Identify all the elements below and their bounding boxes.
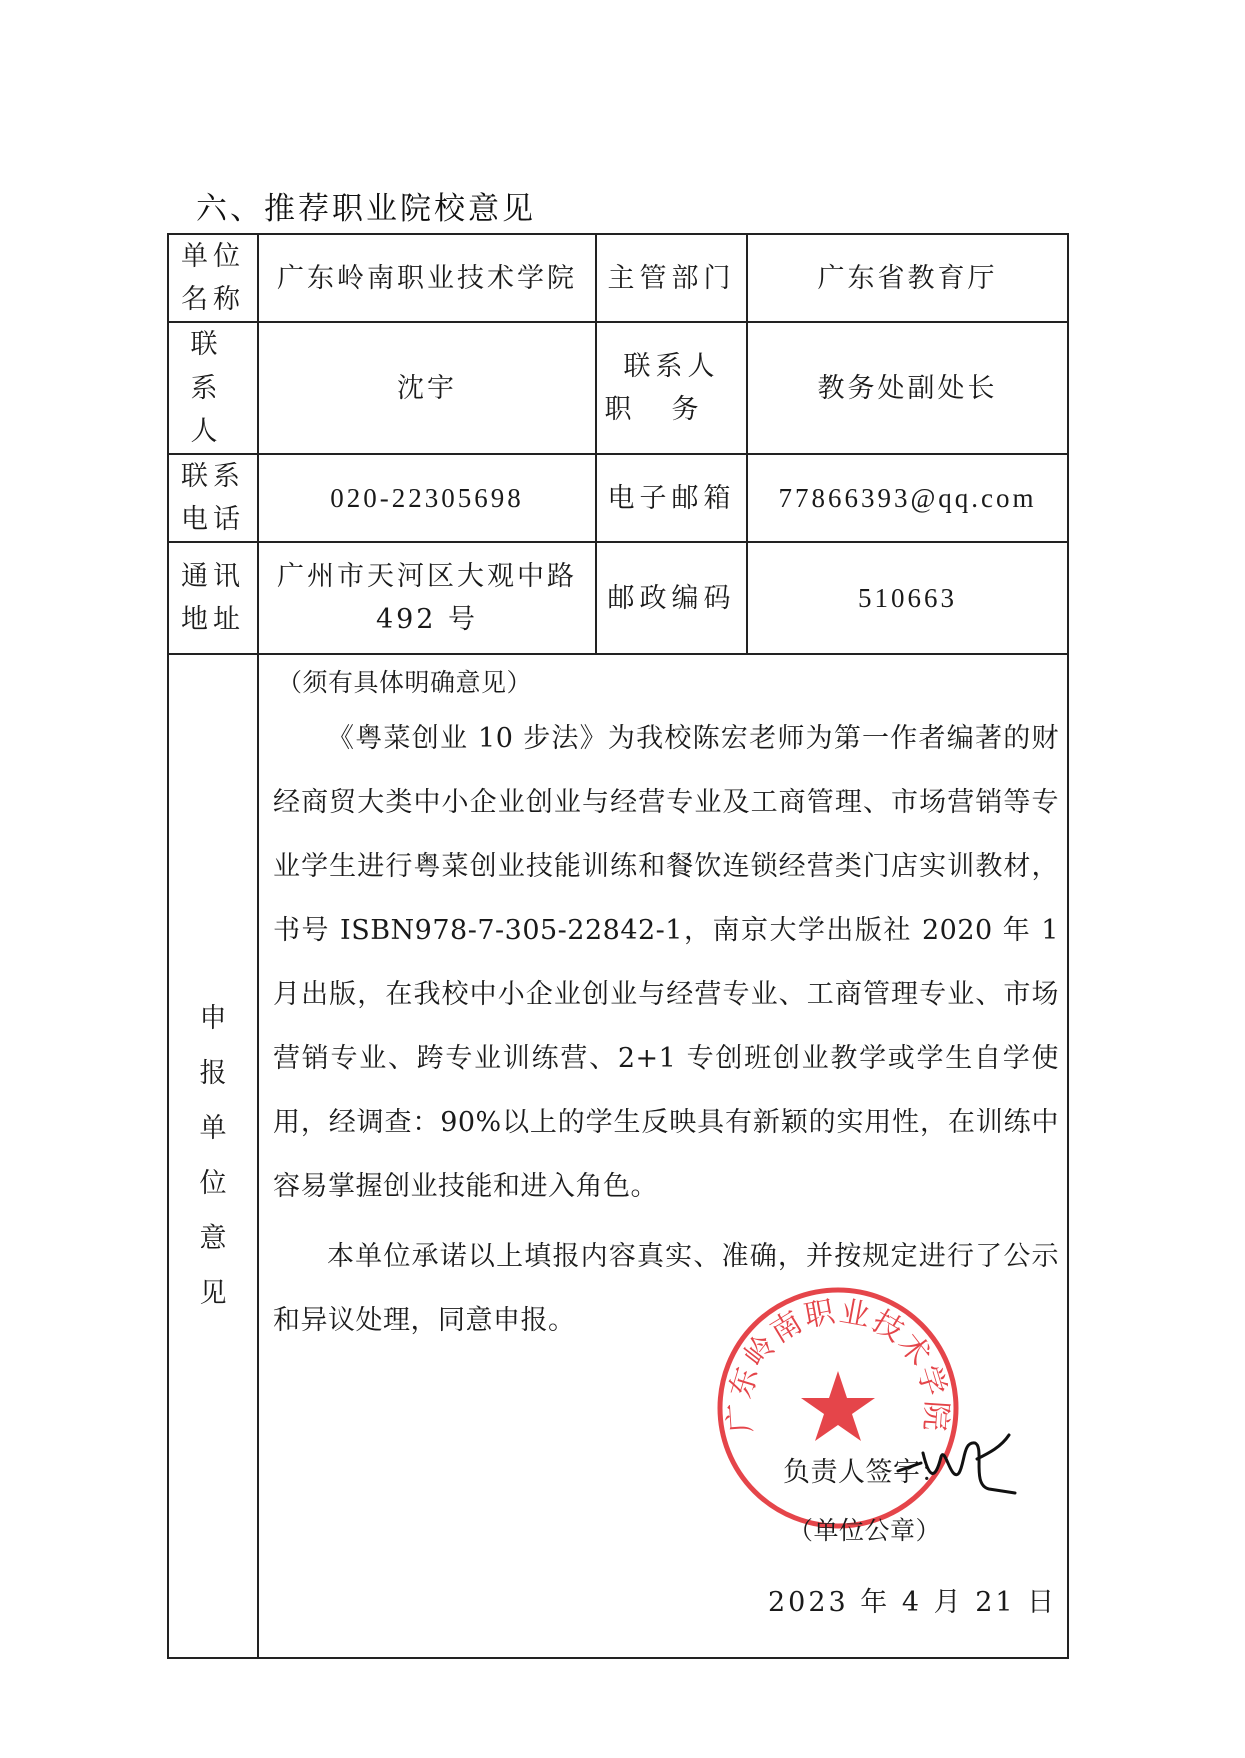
phone-label: 联系电话 [168,454,258,542]
contact-value: 沈宇 [258,322,596,454]
address-value [258,542,596,654]
section-title: 六、推荐职业院校意见 [196,191,536,227]
seal-text: 广东岭南职业技术学院 [722,1294,954,1435]
address-line1: 广州市天河区大观中路 [277,561,577,593]
row-address [168,542,1068,654]
opinion-label-char: 意 [199,1223,227,1255]
phone-value: 020-22305698 [258,454,596,542]
dept-value: 广东省教育厅 [747,234,1068,322]
row-phone [168,454,1068,542]
opinion-paragraph-2: 本单位承诺以上填报内容真实、准确，并按规定进行了公示和异议处理，同意申报。 [273,1241,1059,1337]
signature-area [273,1294,1059,1643]
opinion-paragraph-1: 《粤菜创业 10 步法》为我校陈宏老师为第一作者编著的财经商贸大类中小企业创业与经营专业及工商管理、市场营销等专业学生进行粤菜创业技能训练和餐饮连锁经营类门店实训教材，书号 ISBN978-7-305-22842-1，南京大学出版社 2020 年 1 月出版，在我校中小企业创业与经营专业、工商管理专业、市场营销专业、跨专业训练营、2+1 专创班创业教学或学生自学使用，经调查：90%以上的学生反映具有新颖的实用性，在训练中容易掌握创业技能和进入角色。 [273,723,1059,1203]
contact-title-label-line1: 联系人 [623,350,720,382]
postcode-value: 510663 [747,542,1068,654]
opinion-note: （须有具体明确意见） [277,668,533,698]
opinion-date: 2023 年 4 月 21 日 [768,1587,1058,1619]
contact-title-value: 教务处副处长 [747,322,1068,454]
opinion-content [258,654,1068,1658]
contact-label: 联系人 [168,322,258,454]
address-line2: 492 号 [375,604,479,636]
recommendation-form-table [167,233,1069,1659]
row-opinion [168,654,1068,1658]
opinion-label [168,654,258,1658]
email-value: 77866393@qq.com [747,454,1068,542]
email-label: 电子邮箱 [596,454,747,542]
unit-name-label: 单位名称 [168,234,258,322]
row-contact [168,322,1068,454]
contact-title-label-line2: 职务 [604,394,739,426]
unit-name-value: 广东岭南职业技术学院 [258,234,596,322]
opinion-label-char: 见 [199,1278,227,1310]
postcode-label: 邮政编码 [596,542,747,654]
opinion-label-char: 申 [199,1003,227,1035]
seal-label: （单位公章） [788,1516,942,1546]
opinion-label-char: 单 [199,1113,227,1145]
opinion-label-char: 报 [199,1058,227,1090]
address-label: 通讯地址 [168,542,258,654]
row-unit [168,234,1068,322]
opinion-label-char: 位 [199,1168,227,1200]
dept-label: 主管部门 [596,234,747,322]
contact-title-label [596,322,747,454]
handwritten-signature-icon [893,1423,1023,1503]
signature-label: 负责人签字： [783,1457,948,1489]
